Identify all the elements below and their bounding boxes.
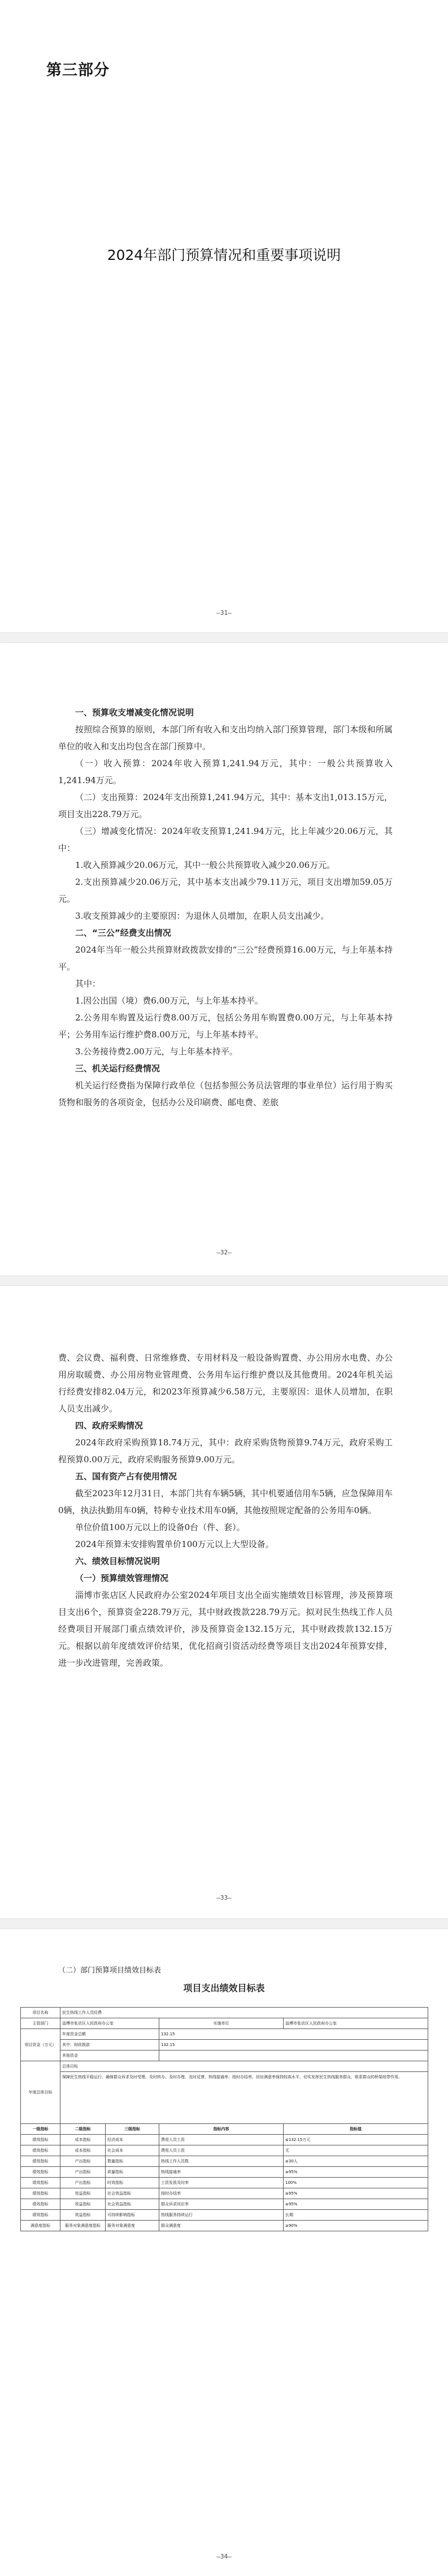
table-cell: 总体目标 xyxy=(60,2061,428,2072)
page-number: —34— xyxy=(216,2553,232,2560)
table-cell: 产出指标 xyxy=(60,2156,106,2167)
table-row xyxy=(21,2199,428,2210)
paragraph: 其中： xyxy=(75,979,101,989)
paragraph: 费、会议费、福利费、日常维修费、专用材料及一般设备购置费、办公用房水电费、办公用房取暖费、办公用房物业管理费、公务用车运行维护费以及其他费用。2024年机关运行经费安排82.04万元，和2023年预算减少6.58万元，主要原因：退休人员增加，在职人员支出减少。 xyxy=(58,1353,393,1414)
table-cell: 按时办结率 xyxy=(159,2188,284,2199)
table-cell xyxy=(159,2051,428,2061)
table-cell: 质量指标 xyxy=(106,2167,159,2178)
table-cell: 一级指标 xyxy=(21,2124,60,2135)
table-cell: 费用人员工资 xyxy=(159,2135,284,2145)
table-cell: 二级指标 xyxy=(60,2124,106,2135)
paragraph: 2.公务用车购置及运行费8.00万元，包括公务用车购置费0.00万元，与上年基本持平；公务用车运行维护费8.00万元，与上年基本持平。 xyxy=(58,1013,393,1040)
table-row xyxy=(21,2145,428,2156)
paragraph: 淄博市张店区人民政府办公室2024年项目支出全面实施绩效目标管理，涉及预算项目支出6个，预算资金228.79万元，其中财政拨款228.79万元。拟对民生热线工作人员经费项目开展部门重点绩效评价，涉及预算资金132.15万元，其中财政拨款132.15万元。根据以前年度绩效评价结果，优化招商引资活动经费等项目支出2024年预算安排，进一步改进管理，完善政策。 xyxy=(58,1590,393,1668)
paragraph: 2024年当年一般公共预算财政拨款安排的“三公”经费预算16.00万元，与上年基本持平。 xyxy=(58,945,393,972)
table-cell: 数量指标 xyxy=(106,2156,159,2167)
table-cell: 132.15 xyxy=(159,2040,428,2051)
section-heading: 一、预算收支增减变化情况说明 xyxy=(75,707,194,718)
table-cell: 绩效指标 xyxy=(21,2145,60,2156)
table-cell: 项目名称 xyxy=(21,2008,60,2018)
table-cell: 其他资金 xyxy=(60,2051,159,2061)
paragraph: 2.支出预算减少20.06万元，其中基本支出减少79.11万元，项目支出增加59.05万元。 xyxy=(58,877,393,904)
table-cell: 时效指标 xyxy=(106,2178,159,2188)
page-2 xyxy=(0,643,448,1275)
table-cell: 工资发放及时率 xyxy=(159,2178,284,2188)
paragraph: 截至2023年12月31日，本部门共有车辆5辆，其中机要通信用车5辆，应急保障用车0辆，执法执勤用车0辆，特种专业技术用车0辆，其他按照规定配备的公务用车0辆。 xyxy=(58,1488,393,1515)
page-4 xyxy=(0,1929,448,2576)
table-cell: 效益指标 xyxy=(60,2188,106,2199)
table-cell: 132.15 xyxy=(159,2029,428,2040)
table-cell: 社会效益指标 xyxy=(106,2199,159,2210)
page-number: —33— xyxy=(216,1894,232,1901)
table-cell: 淄博市张店区人民政府办公室 xyxy=(60,2018,159,2029)
paragraph: 机关运行经费指为保障行政单位（包括参照公务员法管理的事业单位）运行用于购买货物和服务的各项资金，包括办公及印刷费、邮电费、差旅 xyxy=(58,1080,393,1107)
paragraph: 2024年预算未安排购置单价100万元以上大型设备。 xyxy=(75,1539,274,1549)
table-row xyxy=(21,2040,428,2051)
table-cell: 产出指标 xyxy=(60,2167,106,2178)
table-cell: 群众满意度 xyxy=(159,2221,284,2231)
paragraph: 3.公务接待费2.00万元，与上年基本持平。 xyxy=(75,1046,238,1057)
page-number: —31— xyxy=(216,609,232,616)
table-cell: 服务对象满意度 xyxy=(106,2221,159,2231)
table-cell: 满意度指标 xyxy=(21,2221,60,2231)
table-cell: 热线工作人员数 xyxy=(159,2156,284,2167)
table-cell: 社会效益指标 xyxy=(106,2188,159,2199)
section-heading: 三、机关运行经费情况 xyxy=(75,1063,160,1074)
table-row xyxy=(21,2061,428,2072)
table-cell: 其中：财政拨款 xyxy=(60,2040,159,2051)
table-row xyxy=(21,2188,428,2199)
table-cell: 民生热线工作人员经费 xyxy=(60,2008,428,2018)
section-heading: （一）预算绩效管理情况 xyxy=(75,1573,169,1583)
table-row xyxy=(21,2124,428,2135)
page-3 xyxy=(0,1286,448,1918)
section-heading: 五、国有资产占有使用情况 xyxy=(75,1471,177,1482)
table-cell: 经济成本 xyxy=(106,2135,159,2145)
table-row xyxy=(21,2135,428,2145)
performance-table xyxy=(20,2007,428,2231)
table-row xyxy=(21,2221,428,2231)
paragraph: （二）支出预算：2024年支出预算1,241.94万元，其中：基本支出1,013.15万元，项目支出228.79万元。 xyxy=(58,792,393,819)
table-row xyxy=(21,2072,428,2124)
table-cell: 效益指标 xyxy=(60,2199,106,2210)
paragraph: 单位价值100万元以上的设备0台（件、套）。 xyxy=(75,1522,245,1532)
table-row xyxy=(21,2178,428,2188)
table-cell: 热线接通率 xyxy=(159,2167,284,2178)
table-cell: 年度资金总额 xyxy=(60,2029,159,2040)
paragraph: 1.因公出国（境）费6.00万元，与上年基本持平。 xyxy=(75,996,263,1006)
paragraph: 3.收支预算减少的主要原因：为退休人员增加，在职人员支出减少。 xyxy=(75,911,329,921)
table-cell: 100% xyxy=(284,2178,428,2188)
paragraph: 按照综合预算的原则，本部门所有收入和支出均纳入部门预算管理，部门本级和所属单位的收入和支出均包含在部门预算中。 xyxy=(58,724,393,751)
table-cell: 绩效指标 xyxy=(21,2188,60,2199)
section-heading: 四、政府采购情况 xyxy=(75,1421,143,1431)
table-cell: 绩效指标 xyxy=(21,2156,60,2167)
table-cell: 服务对象满意度指标 xyxy=(60,2221,106,2231)
table-cell: 保障民生热线平稳运行，确保群众诉求及时受理、及时转办、及时办理、及时反馈，热线接通率、按时办结率、回访满意率保持较高水平，切实发挥民生热线服务群众、联系群众的桥梁纽带作用。 xyxy=(60,2072,428,2124)
table-cell: 绩效指标 xyxy=(21,2178,60,2188)
table-row xyxy=(21,2029,428,2040)
table-title: 项目支出绩效目标表 xyxy=(183,1983,265,1993)
section-heading: 六、绩效目标情况说明 xyxy=(75,1556,160,1566)
table-cell: 社会成本 xyxy=(106,2145,159,2156)
page-3-body xyxy=(58,1349,393,1671)
table-cell: 绩效指标 xyxy=(21,2167,60,2178)
table-row xyxy=(21,2210,428,2221)
table-cell: 热线服务持续运行 xyxy=(159,2210,284,2221)
page-1 xyxy=(0,0,448,632)
table-cell: 群众诉求回应率 xyxy=(159,2199,284,2210)
table-cell: 效益指标 xyxy=(60,2210,106,2221)
table-row xyxy=(21,2167,428,2178)
table-cell: 绩效指标 xyxy=(21,2210,60,2221)
section-heading: 二、“三公”经费支出情况 xyxy=(75,928,171,938)
paragraph: 2024年政府采购预算18.74万元，其中：政府采购货物预算9.74万元，政府采购工程预算0.00万元，政府采购服务预算9.00万元。 xyxy=(58,1437,393,1465)
table-row xyxy=(21,2008,428,2018)
table-cell: ≥95% xyxy=(284,2167,428,2178)
table-cell: 淄博市张店区人民政府办公室 xyxy=(284,2018,428,2029)
table-row xyxy=(21,2018,428,2029)
table-cell: 成本指标 xyxy=(60,2135,106,2145)
part-title: 第三部分 xyxy=(46,62,110,79)
paragraph: （三）增减变化情况：2024年收支预算1,241.94万元，比上年减少20.06万元，其中： xyxy=(58,826,393,853)
table-cell: 项目资金（万元） xyxy=(21,2029,60,2061)
table-cell: 可持续影响指标 xyxy=(106,2210,159,2221)
table-cell: 长期 xyxy=(284,2210,428,2221)
table-cell: 无 xyxy=(284,2145,428,2156)
table-cell: 指标值 xyxy=(284,2124,428,2135)
table-row xyxy=(21,2156,428,2167)
page-number: —32— xyxy=(216,1249,232,1256)
table-cell: 绩效指标 xyxy=(21,2135,60,2145)
table-cell: 实施单位 xyxy=(159,2018,284,2029)
table-row xyxy=(21,2051,428,2061)
table-cell: ≥95% xyxy=(284,2188,428,2199)
table-cell: ≥95% xyxy=(284,2199,428,2210)
paragraph: 1.收入预算减少20.06万元，其中一般公共预算收入减少20.06万元。 xyxy=(75,860,336,870)
table-cell: 主管部门 xyxy=(21,2018,60,2029)
table-cell: 费用人员工资 xyxy=(159,2145,284,2156)
table-cell: 指标内容 xyxy=(159,2124,284,2135)
table-cell: ≥90% xyxy=(284,2221,428,2231)
table-cell: ≤132.15万元 xyxy=(284,2135,428,2145)
table-caption: （二）部门预算项目绩效目标表 xyxy=(58,1966,162,1975)
table-cell: 年度总体目标 xyxy=(21,2061,60,2124)
table-cell: 三级指标 xyxy=(106,2124,159,2135)
main-title: 2024年部门预算情况和重要事项说明 xyxy=(107,247,341,263)
table-cell: 产出指标 xyxy=(60,2178,106,2188)
table-cell: 绩效指标 xyxy=(21,2199,60,2210)
table-cell: ≥30人 xyxy=(284,2156,428,2167)
page-2-body xyxy=(58,704,393,1111)
paragraph: （一）收入预算：2024年收入预算1,241.94万元，其中：一般公共预算收入1,241.94万元。 xyxy=(58,758,393,785)
table-cell: 成本指标 xyxy=(60,2145,106,2156)
